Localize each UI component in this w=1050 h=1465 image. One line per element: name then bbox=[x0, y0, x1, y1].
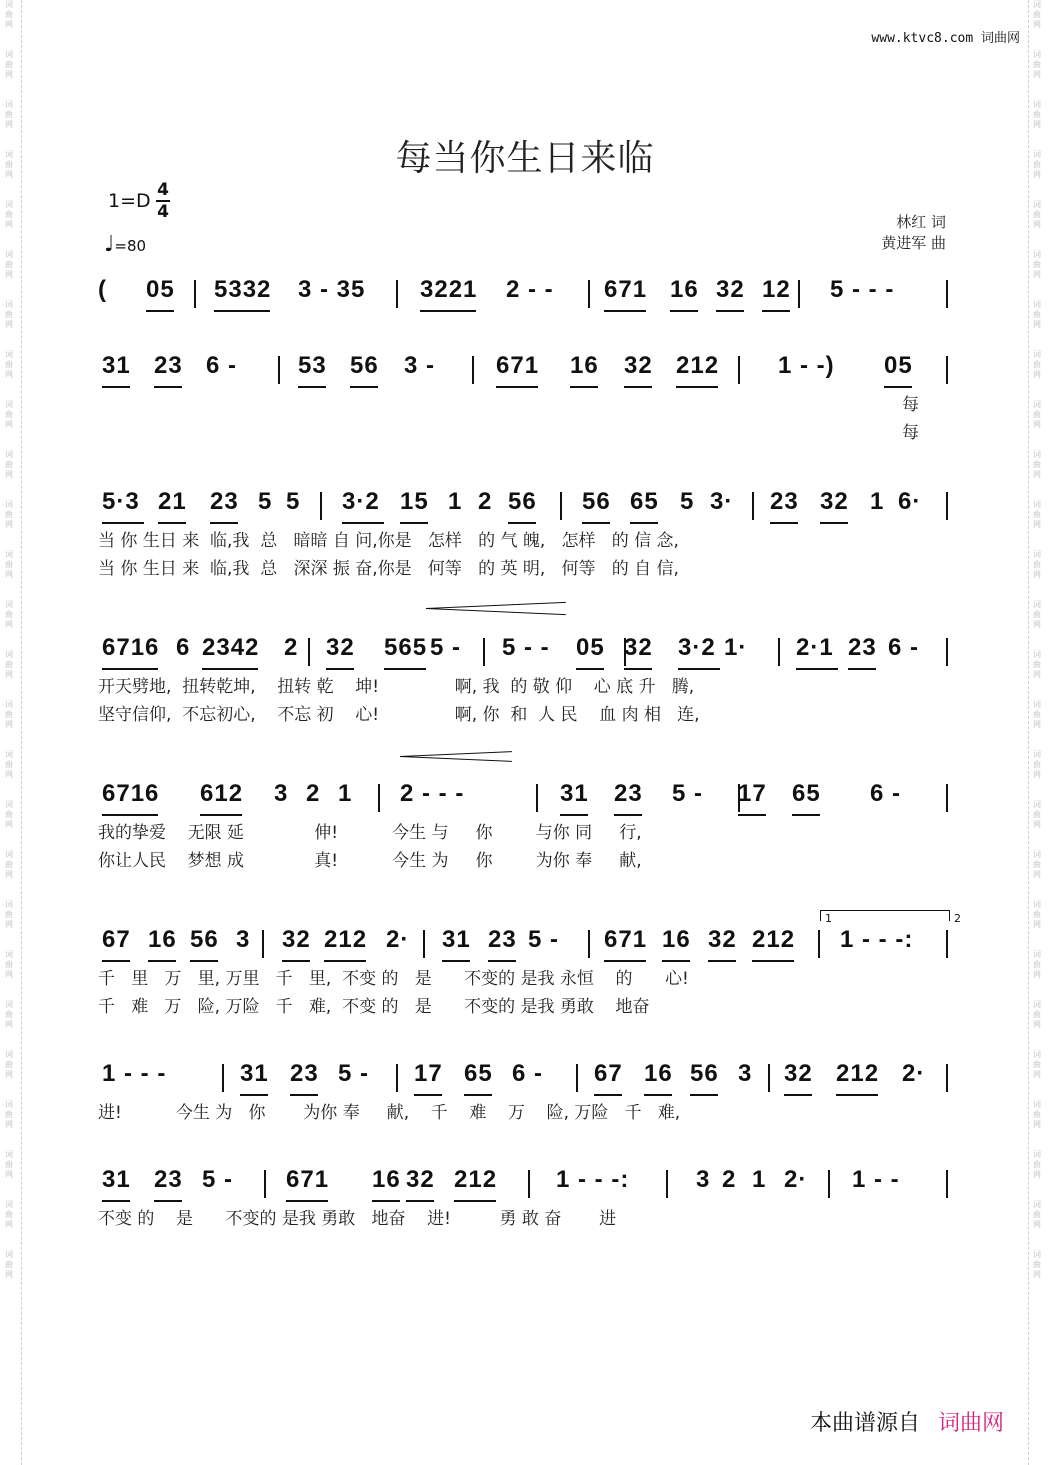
beam-underline bbox=[102, 668, 158, 670]
note-group: 5 - bbox=[528, 926, 560, 953]
note-group: 31 bbox=[240, 1060, 269, 1087]
bar-line bbox=[738, 784, 740, 812]
note-group: 31 bbox=[442, 926, 471, 953]
note-group: 6 - bbox=[206, 352, 238, 379]
bar-line bbox=[828, 1170, 830, 1198]
lyric-text: 每 bbox=[902, 423, 919, 443]
lyric-text: 千 难 万 险, 万险 千 难, 不变 的 是 不变的 是我 勇敢 地奋 bbox=[98, 997, 650, 1017]
beam-underline bbox=[762, 310, 790, 312]
note-group: 6 - bbox=[512, 1060, 544, 1087]
note-group: 23 bbox=[290, 1060, 319, 1087]
note-row bbox=[98, 926, 958, 964]
lyric-text: 每 bbox=[902, 395, 919, 415]
beam-underline bbox=[420, 310, 476, 312]
bar-line bbox=[378, 784, 380, 812]
footer-text: 本曲谱源自 bbox=[809, 1411, 920, 1436]
beam-underline bbox=[752, 960, 794, 962]
note-group: 1· bbox=[724, 634, 748, 661]
note-group: 2· bbox=[784, 1166, 808, 1193]
beam-underline bbox=[820, 522, 848, 524]
note-group: 5 - bbox=[202, 1166, 234, 1193]
song-title: 每当你生日来临 bbox=[395, 138, 655, 179]
note-group: 3·2 bbox=[342, 488, 380, 515]
note-group: 5332 bbox=[214, 276, 272, 303]
note-row bbox=[98, 488, 958, 526]
note-group: 1 bbox=[448, 488, 463, 515]
crescendo-hairpin bbox=[400, 756, 512, 762]
beam-underline bbox=[148, 960, 176, 962]
bar-line bbox=[528, 1170, 530, 1198]
beam-underline bbox=[670, 310, 698, 312]
note-group: 56 bbox=[350, 352, 379, 379]
note-group: 53 bbox=[298, 352, 327, 379]
note-group: 671 bbox=[604, 926, 648, 953]
volta-first: 1 bbox=[825, 912, 832, 925]
lyric-row-2 bbox=[98, 418, 958, 446]
side-watermark-left: 词 曲 网 词 曲 网 词 曲 网 词 曲 网 词 曲 网 词 曲 网 词 曲 网 词 曲 网 词 曲 网 词 曲 网 词 曲 网 词 曲 网 词 曲 网 词 曲 网 词 曲 网 词 曲 网 词 曲 网 词 曲 网 词 曲 网 词 曲 网 词 曲 网 词 曲 网 词 曲 网 词 曲 网 词 曲 网 词 曲 网 bbox=[5, 0, 13, 1279]
site-url[interactable]: www.ktvc8.com 词曲网 bbox=[871, 31, 1020, 46]
side-rule-left bbox=[21, 0, 22, 1465]
beam-underline bbox=[298, 386, 326, 388]
bar-line bbox=[536, 784, 538, 812]
composer: 黄进军 曲 bbox=[881, 234, 946, 252]
time-signature bbox=[156, 180, 170, 222]
bar-line bbox=[483, 638, 485, 666]
note-group: 16 bbox=[148, 926, 177, 953]
bar-line bbox=[946, 356, 948, 384]
bar-line bbox=[264, 1170, 266, 1198]
beam-underline bbox=[190, 960, 218, 962]
bar-line bbox=[946, 784, 948, 812]
lyric-row-2 bbox=[98, 700, 958, 728]
beam-underline bbox=[200, 814, 242, 816]
lyric-text: 我的挚爱 无限 延 伸! 今生 与 你 与你 同 行, bbox=[98, 823, 642, 843]
beam-underline bbox=[102, 386, 130, 388]
beam-underline bbox=[570, 386, 598, 388]
lyric-text: 你让人民 梦想 成 真! 今生 为 你 为你 奉 献, bbox=[98, 851, 642, 871]
beam-underline bbox=[350, 386, 378, 388]
note-group: 23 bbox=[210, 488, 239, 515]
lyric-row-1 bbox=[98, 526, 958, 554]
footer-source bbox=[810, 1406, 1004, 1437]
note-group: 1 - - -: bbox=[556, 1166, 630, 1193]
beam-underline bbox=[796, 668, 838, 670]
beam-underline bbox=[614, 814, 642, 816]
bar-line bbox=[222, 1064, 224, 1092]
beam-underline bbox=[282, 960, 310, 962]
beam-underline bbox=[678, 668, 720, 670]
stave-line-5 bbox=[98, 780, 958, 874]
lyric-text: 开天劈地, 扭转乾坤, 扭转 乾 坤! 啊, 我 的 敬 仰 心 底 升 腾, bbox=[98, 677, 695, 697]
stave-line-3 bbox=[98, 488, 958, 582]
beam-underline bbox=[214, 310, 270, 312]
note-group: 31 bbox=[102, 1166, 131, 1193]
note-group: 3 bbox=[236, 926, 251, 953]
bar-line bbox=[396, 1064, 398, 1092]
note-group: 5 bbox=[258, 488, 273, 515]
volta-second: 2 bbox=[954, 912, 961, 925]
note-group: 32 bbox=[624, 634, 653, 661]
stave-line-8 bbox=[98, 1166, 958, 1232]
note-group: 671 bbox=[604, 276, 648, 303]
note-group: 5 bbox=[286, 488, 301, 515]
note-group: 5 - bbox=[430, 634, 462, 661]
beam-underline bbox=[158, 522, 186, 524]
beam-underline bbox=[708, 960, 736, 962]
beam-underline bbox=[464, 1094, 492, 1096]
note-group: 32 bbox=[624, 352, 653, 379]
beam-underline bbox=[286, 1200, 328, 1202]
note-group: 16 bbox=[662, 926, 691, 953]
lyric-row-1 bbox=[98, 1098, 958, 1126]
beam-underline bbox=[848, 668, 876, 670]
note-group: 3 bbox=[696, 1166, 711, 1193]
lyric-text: 当 你 生日 来 临,我 总 深深 振 奋,你是 何等 的 英 明, 何等 的 自 信, bbox=[98, 559, 679, 579]
note-row bbox=[98, 634, 958, 672]
note-group: 2· bbox=[902, 1060, 926, 1087]
bar-line bbox=[946, 930, 948, 958]
note-group: 65 bbox=[464, 1060, 493, 1087]
beam-underline bbox=[400, 522, 428, 524]
beam-underline bbox=[644, 1094, 672, 1096]
note-group: 6 bbox=[176, 634, 191, 661]
note-group: 212 bbox=[454, 1166, 498, 1193]
bar-line bbox=[423, 930, 425, 958]
beam-underline bbox=[604, 310, 646, 312]
stave-line-2 bbox=[98, 352, 958, 446]
note-group: 671 bbox=[496, 352, 540, 379]
beam-underline bbox=[342, 522, 384, 524]
note-group: 23 bbox=[488, 926, 517, 953]
note-group: 1 - - - bbox=[102, 1060, 167, 1087]
beam-underline bbox=[738, 814, 766, 816]
beam-underline bbox=[884, 386, 912, 388]
note-group: 31 bbox=[102, 352, 131, 379]
footer-brand[interactable]: 词曲网 bbox=[937, 1411, 1004, 1436]
beam-underline bbox=[240, 1094, 268, 1096]
note-group: 2· bbox=[386, 926, 410, 953]
beam-underline bbox=[102, 960, 130, 962]
bar-line bbox=[396, 280, 398, 308]
note-row bbox=[98, 352, 958, 390]
note-group: 5 - bbox=[672, 780, 704, 807]
note-group: 23 bbox=[848, 634, 877, 661]
crescendo-hairpin bbox=[426, 608, 566, 615]
tempo-mark bbox=[104, 232, 146, 257]
note-group: 6716 bbox=[102, 780, 160, 807]
tempo-value: =80 bbox=[114, 237, 147, 255]
note-group: 23 bbox=[614, 780, 643, 807]
beam-underline bbox=[202, 668, 258, 670]
bar-line bbox=[194, 280, 196, 308]
note-group: 3· bbox=[710, 488, 734, 515]
beam-underline bbox=[836, 1094, 878, 1096]
bar-line bbox=[778, 638, 780, 666]
beam-underline bbox=[604, 960, 646, 962]
note-group: 31 bbox=[560, 780, 589, 807]
note-group: 2 bbox=[306, 780, 321, 807]
bar-line bbox=[624, 638, 626, 666]
beam-underline bbox=[630, 522, 658, 524]
note-group: 21 bbox=[158, 488, 187, 515]
quarter-note-icon: ♩ bbox=[104, 232, 115, 257]
time-sig-bottom: 4 bbox=[157, 202, 169, 222]
note-group: 32 bbox=[326, 634, 355, 661]
lyric-row-2 bbox=[98, 992, 958, 1020]
note-group: 2342 bbox=[202, 634, 260, 661]
note-group: 05 bbox=[884, 352, 913, 379]
bar-line bbox=[818, 930, 820, 958]
bar-line bbox=[666, 1170, 668, 1198]
beam-underline bbox=[384, 668, 426, 670]
note-group: 16 bbox=[570, 352, 599, 379]
side-rule-right bbox=[1028, 0, 1029, 1465]
stave-line-6 bbox=[98, 926, 958, 1020]
note-group: 56 bbox=[508, 488, 537, 515]
beam-underline bbox=[690, 1094, 718, 1096]
note-group: 5 bbox=[680, 488, 695, 515]
beam-underline bbox=[792, 814, 820, 816]
note-group: 2·1 bbox=[796, 634, 834, 661]
lyric-row-2 bbox=[98, 554, 958, 582]
beam-underline bbox=[582, 522, 610, 524]
note-group: 67 bbox=[594, 1060, 623, 1087]
note-group: 15 bbox=[400, 488, 429, 515]
note-group: 212 bbox=[324, 926, 368, 953]
note-group: 3 - 35 bbox=[298, 276, 366, 303]
beam-underline bbox=[442, 960, 470, 962]
beam-underline bbox=[488, 960, 516, 962]
bar-line bbox=[320, 492, 322, 520]
note-group: 32 bbox=[708, 926, 737, 953]
beam-underline bbox=[406, 1200, 434, 1202]
note-group: 2 - - bbox=[506, 276, 554, 303]
note-group: 17 bbox=[738, 780, 767, 807]
beam-underline bbox=[372, 1200, 400, 1202]
note-group: 1 bbox=[338, 780, 353, 807]
stave-line-1 bbox=[98, 276, 958, 314]
beam-underline bbox=[146, 310, 174, 312]
note-group: 3 - bbox=[404, 352, 436, 379]
beam-underline bbox=[154, 1200, 182, 1202]
beam-underline bbox=[454, 1200, 496, 1202]
beam-underline bbox=[662, 960, 690, 962]
note-group: 23 bbox=[154, 1166, 183, 1193]
note-group: 5 - - - bbox=[830, 276, 895, 303]
note-row bbox=[98, 780, 958, 818]
bar-line bbox=[262, 930, 264, 958]
time-sig-top: 4 bbox=[157, 180, 169, 200]
lyric-text: 当 你 生日 来 临,我 总 暗暗 自 问,你是 怎样 的 气 魄, 怎样 的 信 念, bbox=[98, 531, 679, 551]
note-group: 1 - - -: bbox=[840, 926, 914, 953]
bar-line bbox=[738, 356, 740, 384]
volta-bracket bbox=[820, 910, 961, 925]
beam-underline bbox=[624, 386, 652, 388]
credits bbox=[881, 212, 946, 254]
note-row bbox=[98, 276, 958, 314]
note-group: 05 bbox=[576, 634, 605, 661]
beam-underline bbox=[324, 960, 366, 962]
lyric-row-1 bbox=[98, 672, 958, 700]
bar-line bbox=[588, 280, 590, 308]
beam-underline bbox=[624, 668, 652, 670]
beam-underline bbox=[496, 386, 538, 388]
beam-underline bbox=[154, 386, 182, 388]
lyric-row-2 bbox=[98, 846, 958, 874]
note-group: 12 bbox=[762, 276, 791, 303]
note-group: 212 bbox=[752, 926, 796, 953]
note-group: 16 bbox=[372, 1166, 401, 1193]
stave-line-7 bbox=[98, 1060, 958, 1126]
note-group: 671 bbox=[286, 1166, 330, 1193]
note-group: 5·3 bbox=[102, 488, 140, 515]
note-group: 2 - - - bbox=[400, 780, 465, 807]
bar-line bbox=[560, 492, 562, 520]
note-group: 6· bbox=[898, 488, 922, 515]
bar-line bbox=[946, 1064, 948, 1092]
note-group: 1 bbox=[752, 1166, 767, 1193]
note-row bbox=[98, 1166, 958, 1204]
beam-underline bbox=[594, 1094, 622, 1096]
stave-line-4 bbox=[98, 634, 958, 728]
beam-underline bbox=[290, 1094, 318, 1096]
bar-line bbox=[308, 638, 310, 666]
beam-underline bbox=[102, 1200, 130, 1202]
note-group: 2 bbox=[284, 634, 299, 661]
note-group: 32 bbox=[282, 926, 311, 953]
note-group: 1 - -) bbox=[778, 352, 835, 379]
note-group: 23 bbox=[154, 352, 183, 379]
bar-line bbox=[798, 280, 800, 308]
note-group: 565 bbox=[384, 634, 428, 661]
beam-underline bbox=[508, 522, 536, 524]
lyric-text: 不变 的 是 不变的 是我 勇敢 地奋 进! 勇 敢 奋 进 bbox=[98, 1209, 617, 1229]
note-group: 65 bbox=[630, 488, 659, 515]
note-group: 32 bbox=[820, 488, 849, 515]
bar-line bbox=[588, 930, 590, 958]
bar-line bbox=[768, 1064, 770, 1092]
note-group: 56 bbox=[190, 926, 219, 953]
note-group: 212 bbox=[676, 352, 720, 379]
beam-underline bbox=[770, 522, 798, 524]
note-group: 612 bbox=[200, 780, 244, 807]
lyric-row-1 bbox=[98, 1204, 958, 1232]
note-group: 17 bbox=[414, 1060, 443, 1087]
beam-underline bbox=[716, 310, 744, 312]
beam-underline bbox=[576, 668, 604, 670]
bar-line bbox=[946, 492, 948, 520]
note-group: ( bbox=[98, 276, 107, 303]
note-group: 32 bbox=[716, 276, 745, 303]
note-group: 65 bbox=[792, 780, 821, 807]
bar-line bbox=[576, 1064, 578, 1092]
beam-underline bbox=[560, 814, 588, 816]
beam-underline bbox=[326, 668, 354, 670]
note-group: 5 - bbox=[338, 1060, 370, 1087]
bar-line bbox=[946, 638, 948, 666]
note-group: 3 bbox=[738, 1060, 753, 1087]
note-group: 2 bbox=[478, 488, 493, 515]
note-group: 5 - - bbox=[502, 634, 550, 661]
note-group: 6716 bbox=[102, 634, 160, 661]
lyric-row-1 bbox=[98, 390, 958, 418]
note-group: 56 bbox=[690, 1060, 719, 1087]
bar-line bbox=[278, 356, 280, 384]
side-watermark-right: 词 曲 网 词 曲 网 词 曲 网 词 曲 网 词 曲 网 词 曲 网 词 曲 网 词 曲 网 词 曲 网 词 曲 网 词 曲 网 词 曲 网 词 曲 网 词 曲 网 词 曲 网 词 曲 网 词 曲 网 词 曲 网 词 曲 网 词 曲 网 词 曲 网 词 曲 网 词 曲 网 词 曲 网 词 曲 网 词 曲 网 bbox=[1033, 0, 1041, 1279]
lyric-row-1 bbox=[98, 818, 958, 846]
note-group: 32 bbox=[784, 1060, 813, 1087]
note-group: 2 bbox=[722, 1166, 737, 1193]
note-group: 67 bbox=[102, 926, 131, 953]
note-group: 32 bbox=[406, 1166, 435, 1193]
note-group: 3 bbox=[274, 780, 289, 807]
bar-line bbox=[946, 280, 948, 308]
lyric-text: 千 里 万 里, 万里 千 里, 不变 的 是 不变的 是我 永恒 的 心! bbox=[98, 969, 689, 989]
lyric-row-1 bbox=[98, 964, 958, 992]
beam-underline bbox=[676, 386, 718, 388]
note-row bbox=[98, 1060, 958, 1098]
beam-underline bbox=[102, 814, 158, 816]
note-group: 1 bbox=[870, 488, 885, 515]
note-group: 23 bbox=[770, 488, 799, 515]
bar-line bbox=[472, 356, 474, 384]
note-group: 3·2 bbox=[678, 634, 716, 661]
note-group: 16 bbox=[670, 276, 699, 303]
beam-underline bbox=[210, 522, 238, 524]
lyric-text: 坚守信仰, 不忘初心, 不忘 初 心! 啊, 你 和 人 民 血 肉 相 连, bbox=[98, 705, 700, 725]
lyric-text: 进! 今生 为 你 为你 奉 献, 千 难 万 险, 万险 千 难, bbox=[98, 1103, 681, 1123]
note-group: 212 bbox=[836, 1060, 880, 1087]
note-group: 05 bbox=[146, 276, 175, 303]
note-group: 56 bbox=[582, 488, 611, 515]
beam-underline bbox=[102, 522, 144, 524]
beam-underline bbox=[784, 1094, 812, 1096]
note-group: 3221 bbox=[420, 276, 478, 303]
beam-underline bbox=[414, 1094, 442, 1096]
bar-line bbox=[946, 1170, 948, 1198]
note-group: 1 - - bbox=[852, 1166, 900, 1193]
lyricist: 林红 词 bbox=[896, 213, 946, 231]
key-signature: 1=D bbox=[108, 190, 151, 212]
note-group: 16 bbox=[644, 1060, 673, 1087]
note-group: 6 - bbox=[888, 634, 920, 661]
note-group: 6 - bbox=[870, 780, 902, 807]
bar-line bbox=[752, 492, 754, 520]
